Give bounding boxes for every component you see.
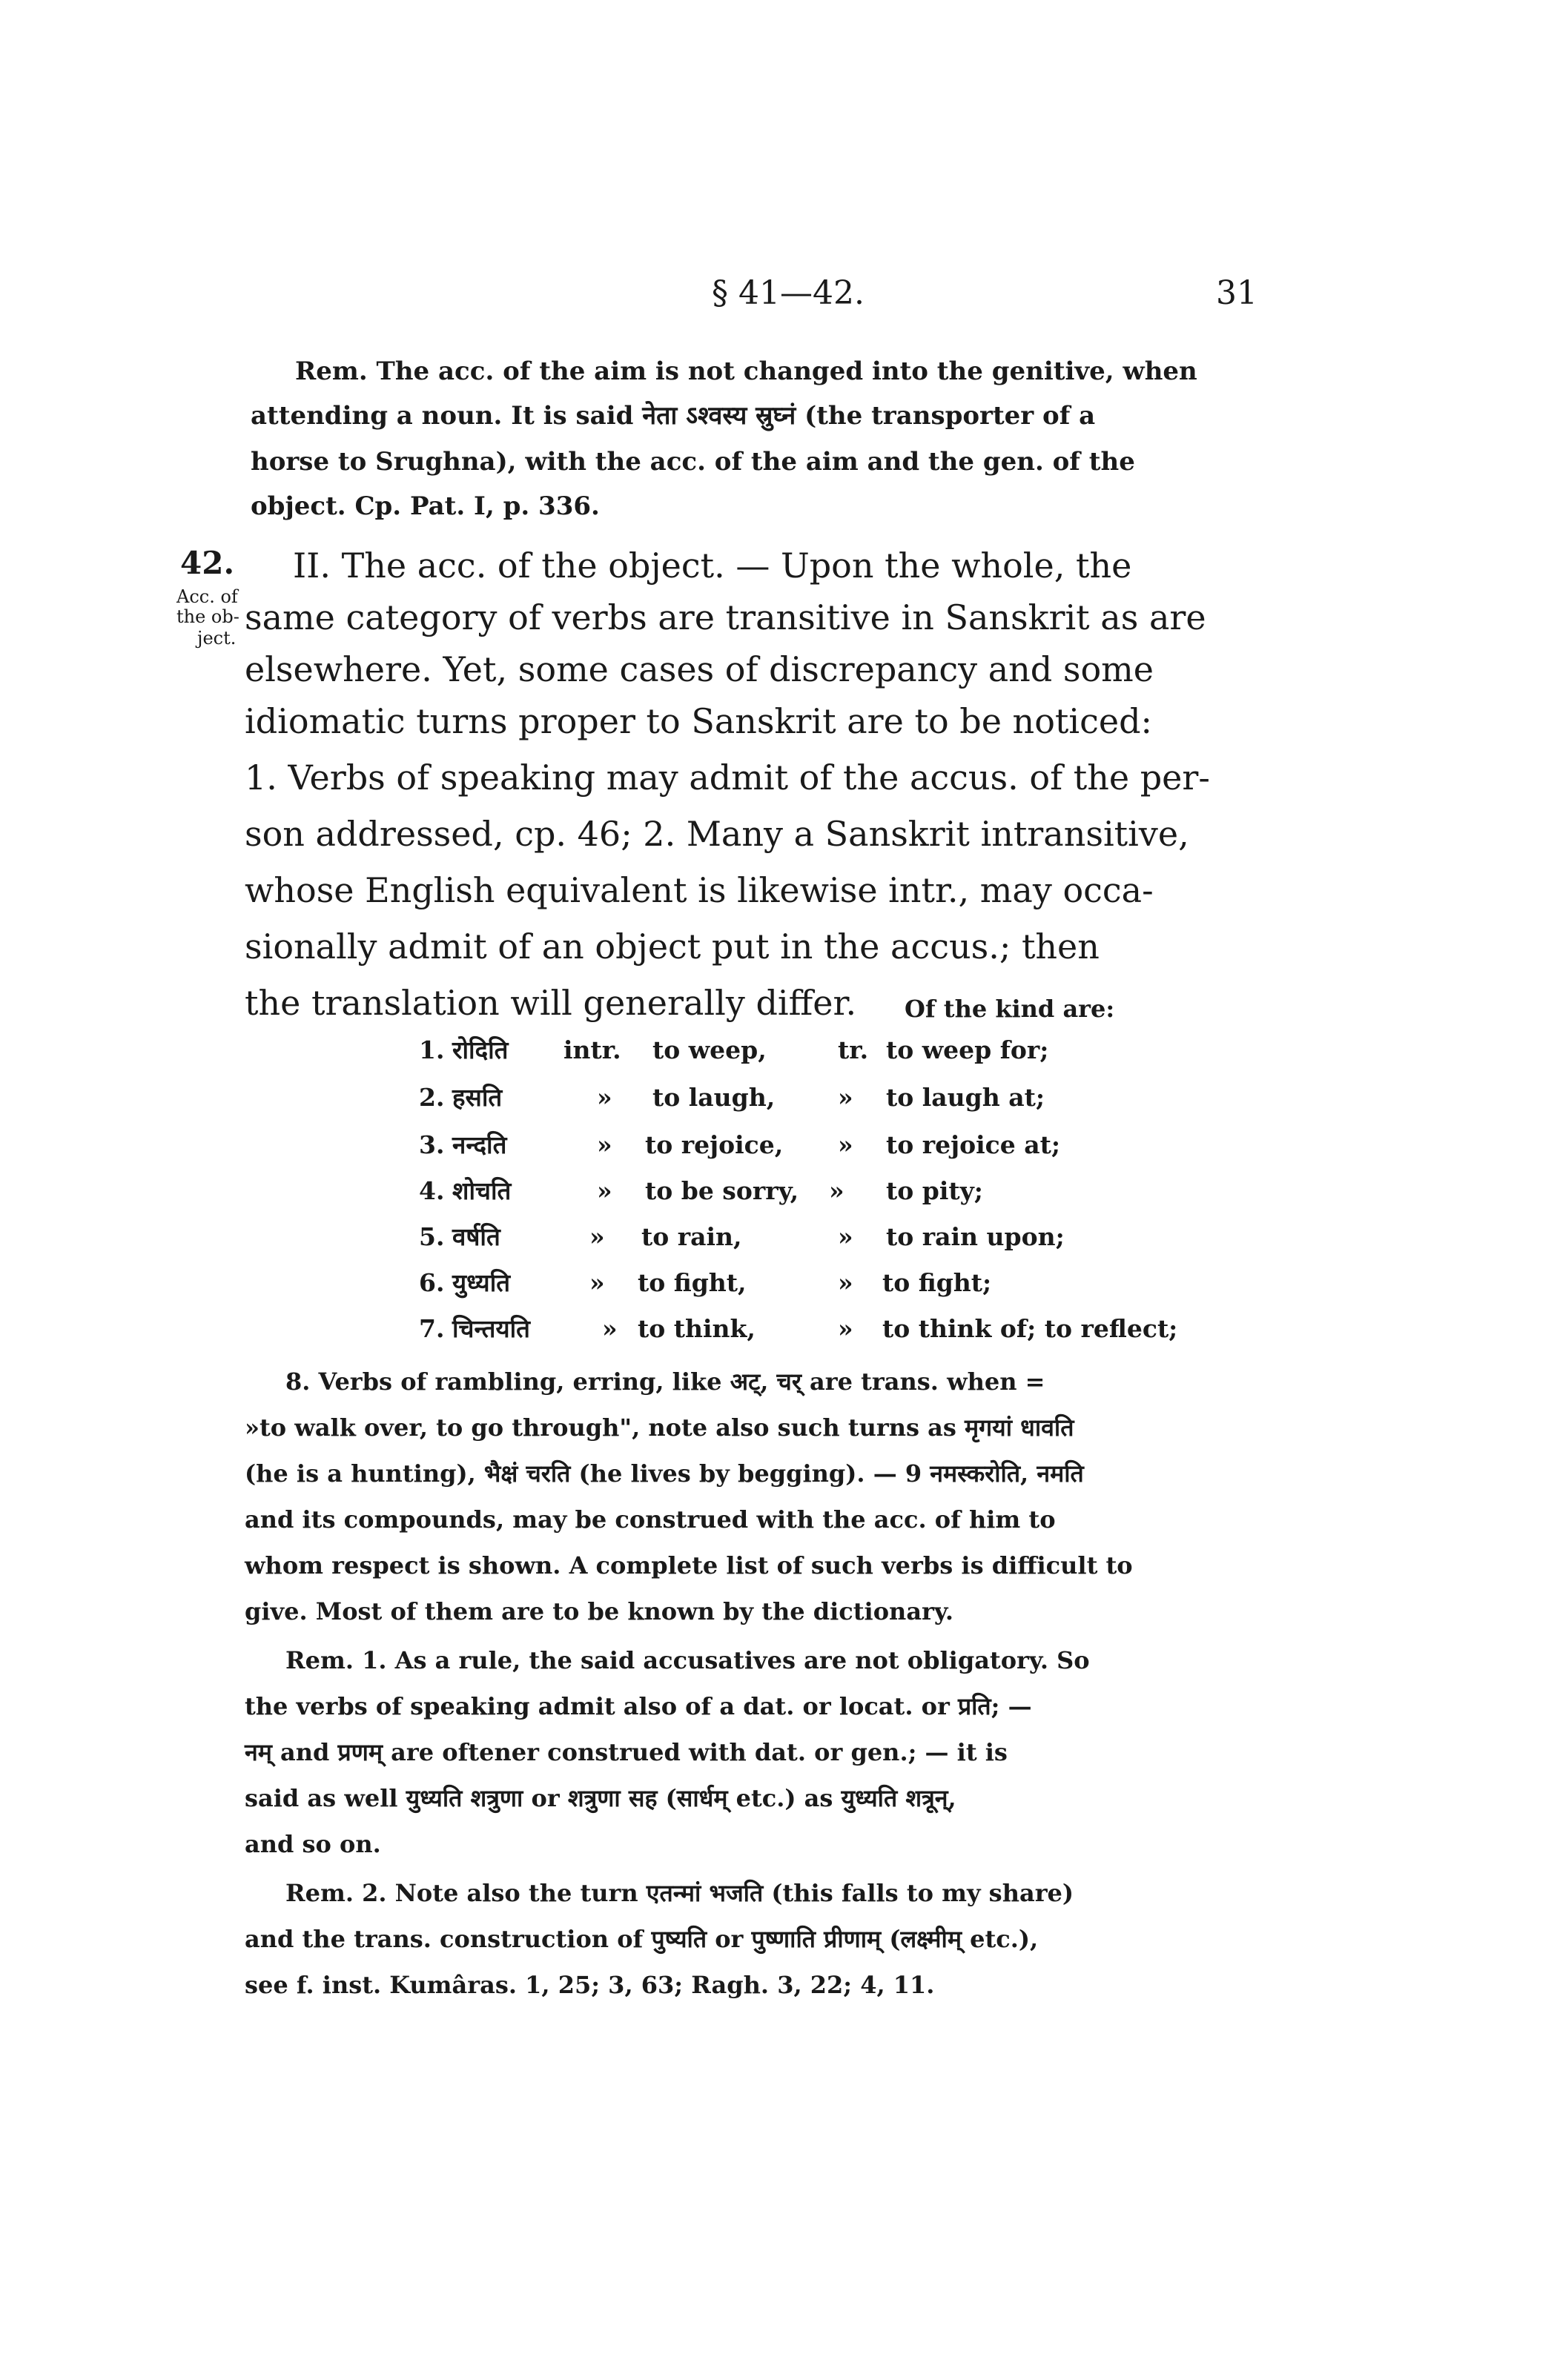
main-line: whose English equivalent is likewise intr., may occa-: [245, 870, 1154, 910]
verb-tr: to think of; to reflect;: [882, 1314, 1178, 1343]
verb-intr: to rain,: [641, 1222, 742, 1251]
verb-num: 4.: [419, 1176, 445, 1205]
verb-word: रोदिति: [452, 1035, 509, 1064]
rem1-line: नम् and प्रणम् are oftener construed with dat. or gen.; — it is: [245, 1738, 1008, 1766]
verb-row: [419, 1035, 445, 1064]
main-line: idiomatic turns proper to Sanskrit are to be noticed:: [245, 701, 1153, 741]
verb-intr: to be sorry,: [645, 1176, 799, 1205]
verb-tr: to rain upon;: [886, 1222, 1065, 1251]
page-number: 31: [1216, 274, 1257, 312]
verb-type: »: [597, 1130, 612, 1159]
verb-tr-type: »: [829, 1176, 844, 1205]
rem-top-line: attending a noun. It is said नेता ऽश्वस्य स्रुघ्नं (the transporter of a: [251, 401, 1096, 431]
main-line: elsewhere. Yet, some cases of discrepancy and some: [245, 649, 1154, 689]
verb-intr: to laugh,: [652, 1083, 776, 1112]
section-header: § 41—42.: [712, 274, 865, 312]
verb-word: चिन्तयति: [452, 1314, 530, 1343]
main-line: II. The acc. of the object. — Upon the whole, the: [293, 546, 1132, 586]
verb-word: युध्यति: [452, 1268, 511, 1297]
verb-tr-type: »: [838, 1314, 853, 1343]
rem-top-line: Rem. The acc. of the aim is not changed into the genitive, when: [295, 357, 1197, 386]
margin-note: ject.: [197, 628, 237, 649]
margin-note: the ob-: [176, 606, 239, 627]
rem2-line: see f. inst. Kumâras. 1, 25; 3, 63; Ragh. 3, 22; 4, 11.: [245, 1971, 935, 1999]
verb-word: नन्दति: [452, 1130, 507, 1159]
verb-type: »: [589, 1222, 605, 1251]
verb-intr: to rejoice,: [645, 1130, 784, 1159]
verb-num: 3.: [419, 1130, 445, 1159]
verb-word: हसति: [452, 1083, 503, 1112]
rem1-line: the verbs of speaking admit also of a dat. or locat. or प्रति; —: [245, 1692, 1032, 1720]
section-number: 42.: [180, 545, 235, 581]
para8-line: »to walk over, to go through", note also such turns as मृगयां धावति: [245, 1413, 1074, 1442]
main-line: the translation will generally differ.: [245, 983, 857, 1023]
verb-tr: to pity;: [886, 1176, 983, 1205]
verb-intr: to fight,: [638, 1268, 747, 1297]
verb-tr: to rejoice at;: [886, 1130, 1060, 1159]
verb-num: 6.: [419, 1268, 445, 1297]
verb-word: वर्षति: [452, 1222, 500, 1251]
verb-word: शोचति: [452, 1176, 512, 1205]
verb-tr-type: »: [838, 1268, 853, 1297]
rem2-line: and the trans. construction of पुष्यति or पुष्णाति प्रीणाम् (लक्ष्मीम् etc.),: [245, 1925, 1039, 1953]
verb-type: »: [589, 1268, 605, 1297]
rem2-line: Rem. 2. Note also the turn एतन्मां भजति (this falls to my share): [285, 1879, 1074, 1907]
verb-tr: to fight;: [882, 1268, 992, 1297]
para8-line: (he is a hunting), भैक्षं चरति (he lives by begging). — 9 नमस्करोति, नमति: [245, 1459, 1084, 1488]
verb-tr: to laugh at;: [886, 1083, 1045, 1112]
verb-intr: to weep,: [652, 1035, 767, 1064]
margin-note: Acc. of: [176, 586, 238, 607]
verb-tr-type: »: [838, 1130, 853, 1159]
para8-line: 8. Verbs of rambling, erring, like अट्, चर् are trans. when =: [285, 1368, 1045, 1396]
verb-type: »: [602, 1314, 618, 1343]
main-line: same category of verbs are transitive in Sanskrit as are: [245, 597, 1206, 637]
para8-line: give. Most of them are to be known by the dictionary.: [245, 1597, 953, 1625]
rem1-line: Rem. 1. As a rule, the said accusatives are not obligatory. So: [285, 1646, 1090, 1674]
verb-num: 7.: [419, 1314, 445, 1343]
main-line: son addressed, cp. 46; 2. Many a Sanskrit intransitive,: [245, 814, 1189, 854]
verb-tr-type: »: [838, 1083, 853, 1112]
verb-tr-type: tr.: [838, 1035, 869, 1064]
verb-type: »: [597, 1083, 612, 1112]
main-line: 1. Verbs of speaking may admit of the accus. of the per-: [245, 758, 1210, 798]
rem1-line: said as well युध्यति शत्रुणा or शत्रुणा सह (सार्धम् etc.) as युध्यति शत्रून्,: [245, 1784, 956, 1812]
para8-line: whom respect is shown. A complete list of such verbs is difficult to: [245, 1551, 1133, 1580]
para8-line: and its compounds, may be construed with the acc. of him to: [245, 1505, 1056, 1534]
verb-tr: to weep for;: [886, 1035, 1049, 1064]
verb-type: »: [597, 1176, 612, 1205]
rem-top-line: object. Cp. Pat. I, p. 336.: [251, 491, 600, 521]
main-line: sionally admit of an object put in the accus.; then: [245, 927, 1100, 967]
rem-top-line: horse to Srughna), with the acc. of the aim and the gen. of the: [251, 447, 1135, 477]
rem1-line: and so on.: [245, 1830, 381, 1858]
verb-intr: to think,: [638, 1314, 756, 1343]
verb-num: 5.: [419, 1222, 445, 1251]
verb-tr-type: »: [838, 1222, 853, 1251]
kind-label: Of the kind are:: [905, 995, 1115, 1023]
verb-num: 1.: [419, 1035, 445, 1064]
verb-num: 2.: [419, 1083, 445, 1112]
verb-type: intr.: [563, 1035, 621, 1064]
